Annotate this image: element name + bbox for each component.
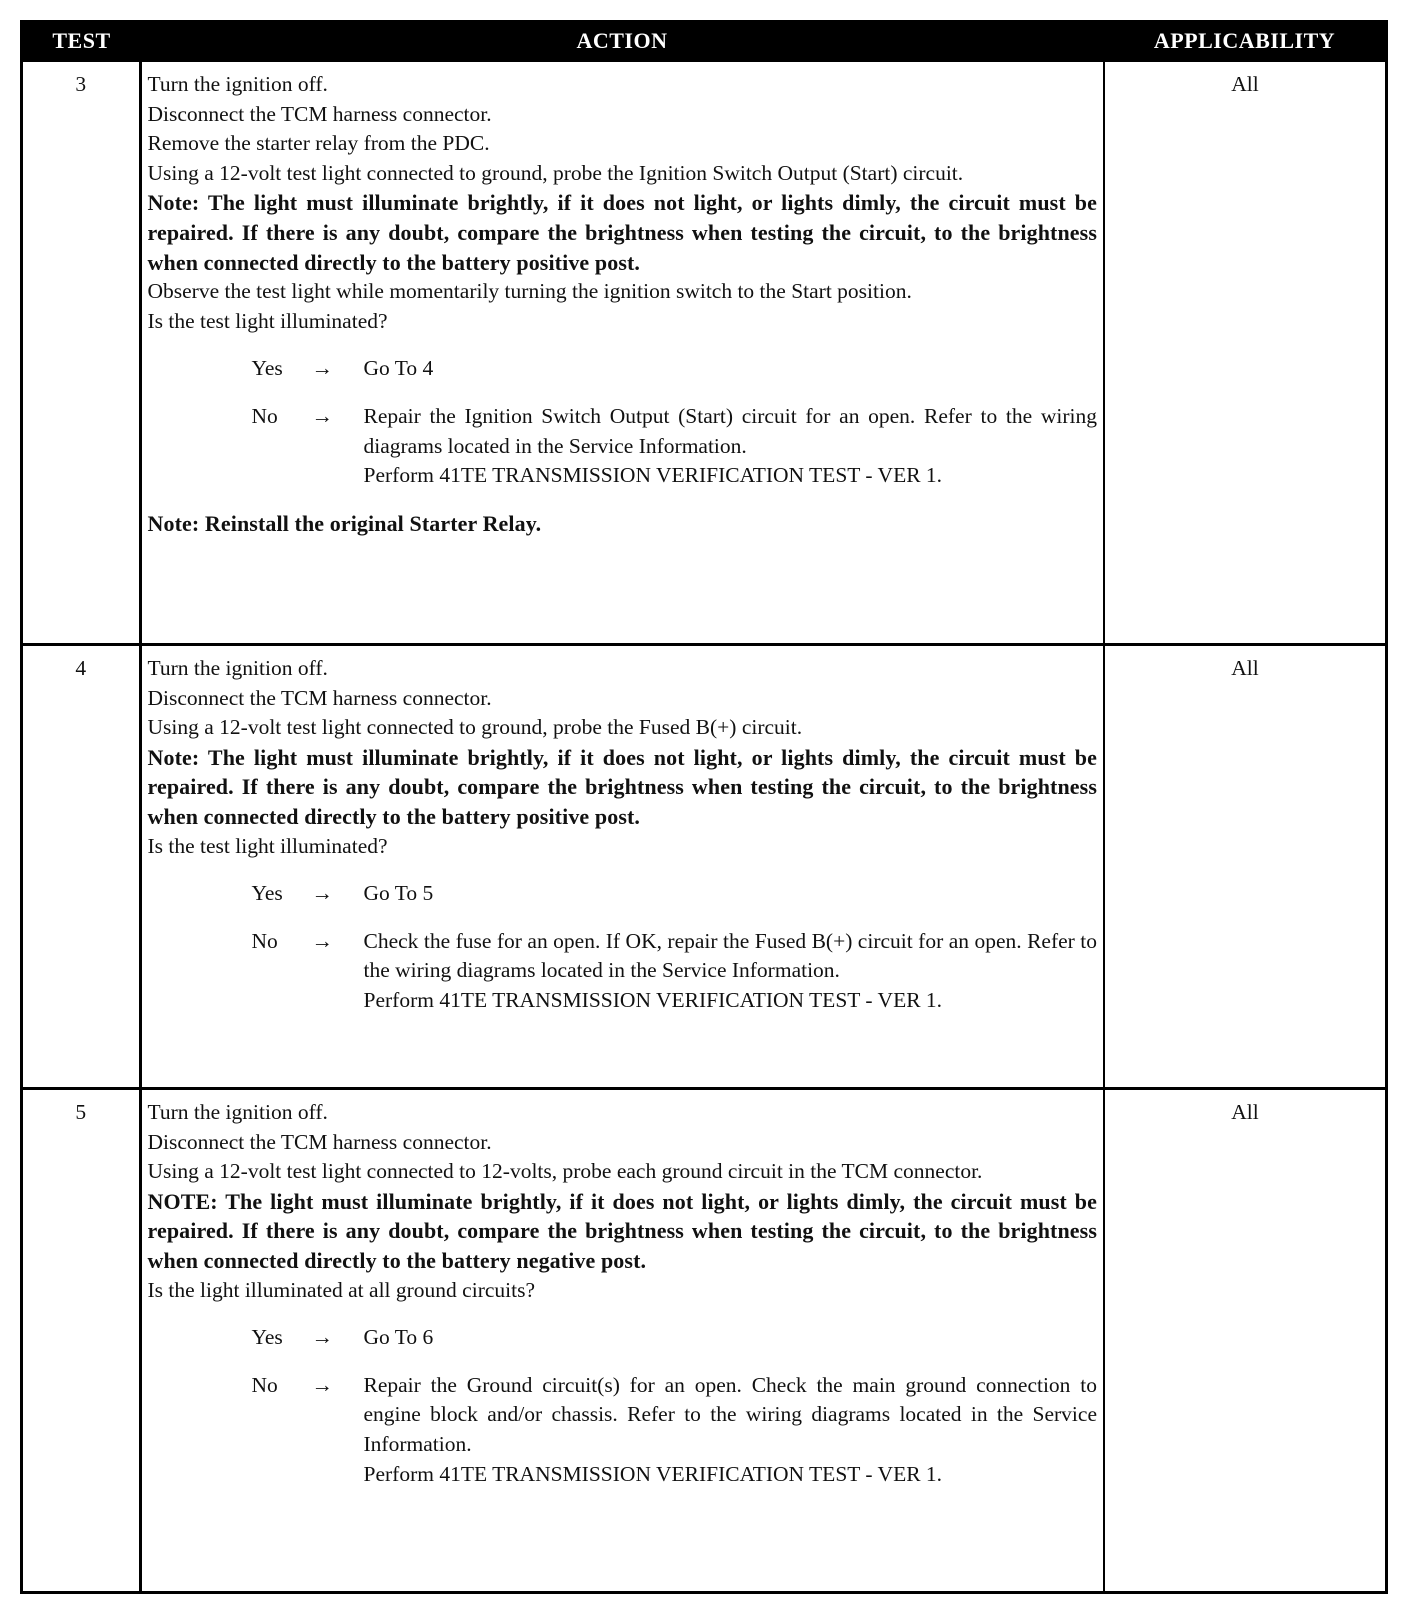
action-step: Using a 12-volt test light connected to 12-volts, probe each ground circuit in the TCM connector.: [147, 1159, 983, 1184]
header-action: ACTION: [140, 22, 1104, 61]
action-note: Note: The light must illuminate brightly, if it does not light, or lights dimly, the circuit must be repaired. If there is any doubt, compare the brightness when testing the circuit, to the brightness when connected directly to the battery positive post.: [147, 190, 1097, 275]
action-cell: [140, 61, 1104, 645]
diagnostic-test-table: [20, 20, 1388, 1594]
diagnostic-procedure-page: [20, 20, 1388, 1588]
action-note: NOTE: The light must illuminate brightly, if it does not light, or lights dimly, the circuit must be repaired. If there is any doubt, compare the brightness when testing the circuit, to the brightness when connected directly to the battery negative post.: [147, 1188, 1097, 1273]
action-step: Disconnect the TCM harness connector.: [147, 685, 492, 710]
header-row: [22, 22, 1387, 61]
right-arrow-icon: →: [311, 928, 333, 953]
right-arrow-icon: →: [311, 881, 333, 906]
yes-label: Yes: [251, 1325, 283, 1350]
right-arrow-icon: →: [311, 356, 333, 381]
applicability-cell: All: [1104, 645, 1387, 1089]
no-result-text: Repair the Ignition Switch Output (Start) circuit for an open. Refer to the wiring diagrams located in the Service Information.: [363, 403, 1097, 458]
action-step: Using a 12-volt test light connected to ground, probe the Fused B(+) circuit.: [147, 715, 803, 740]
no-result-perform: Perform 41TE TRANSMISSION VERIFICATION TEST - VER 1.: [363, 463, 943, 488]
final-note: Note: Reinstall the original Starter Relay.: [147, 510, 542, 536]
no-label: No: [251, 403, 278, 428]
header-applicability: APPLICABILITY: [1104, 22, 1387, 61]
test-number: 4: [22, 645, 141, 1089]
no-result: [364, 927, 1098, 1016]
action-step: Remove the starter relay from the PDC.: [147, 131, 490, 156]
yes-branch: [148, 879, 1098, 909]
action-step: Turn the ignition off.: [147, 1100, 328, 1124]
test-number: 5: [22, 1089, 141, 1593]
table-row-test-3: [22, 61, 1387, 645]
action-note: Note: The light must illuminate brightly, if it does not light, or lights dimly, the circuit must be repaired. If there is any doubt, compare the brightness when testing the circuit, to the brightness when connected directly to the battery positive post.: [147, 744, 1097, 829]
action-question: Is the light illuminated at all ground circuits?: [147, 1277, 536, 1302]
no-result-perform: Perform 41TE TRANSMISSION VERIFICATION TEST - VER 1.: [363, 987, 943, 1012]
action-cell: [140, 645, 1104, 1089]
no-result-text: Check the fuse for an open. If OK, repair the Fused B(+) circuit for an open. Refer to the wiring diagrams located in the Service Information.: [363, 928, 1097, 983]
header-test: TEST: [22, 22, 141, 61]
yes-label: Yes: [251, 881, 283, 906]
action-step: Disconnect the TCM harness connector.: [147, 1129, 492, 1154]
test-number: 3: [22, 61, 141, 645]
no-label: No: [251, 1372, 278, 1397]
no-branch: [148, 1371, 1098, 1489]
yes-result: Go To 5: [363, 881, 434, 906]
no-branch: [148, 402, 1098, 491]
yes-branch: [148, 1323, 1098, 1353]
table-row-test-5: [22, 1089, 1387, 1593]
yes-result: Go To 6: [363, 1325, 434, 1350]
no-label: No: [251, 928, 278, 953]
no-result: [364, 1371, 1098, 1489]
yes-label: Yes: [251, 356, 283, 381]
no-branch: [148, 927, 1098, 1016]
action-step: Turn the ignition off.: [147, 656, 328, 680]
no-result-text: Repair the Ground circuit(s) for an open. Check the main ground connection to engine block and/or chassis. Refer to the wiring diagrams located in the Service Information.: [363, 1372, 1097, 1456]
action-step: Turn the ignition off.: [147, 72, 328, 96]
action-cell: [140, 1089, 1104, 1593]
right-arrow-icon: →: [311, 1325, 333, 1350]
action-step: Observe the test light while momentarily turning the ignition switch to the Start position.: [147, 279, 912, 304]
yes-branch: [148, 354, 1098, 384]
table-row-test-4: [22, 645, 1387, 1089]
action-step: Using a 12-volt test light connected to ground, probe the Ignition Switch Output (Start) circuit.: [147, 160, 964, 185]
table-body: [22, 61, 1387, 1593]
no-result-perform: Perform 41TE TRANSMISSION VERIFICATION TEST - VER 1.: [363, 1461, 943, 1486]
applicability-cell: All: [1104, 61, 1387, 645]
action-question: Is the test light illuminated?: [147, 833, 388, 858]
action-step: Disconnect the TCM harness connector.: [147, 101, 492, 126]
right-arrow-icon: →: [311, 1372, 333, 1397]
no-result: [364, 402, 1098, 491]
table-header: [22, 22, 1387, 61]
applicability-cell: All: [1104, 1089, 1387, 1593]
yes-result: Go To 4: [363, 356, 434, 381]
action-question: Is the test light illuminated?: [147, 308, 388, 333]
right-arrow-icon: →: [311, 403, 333, 428]
